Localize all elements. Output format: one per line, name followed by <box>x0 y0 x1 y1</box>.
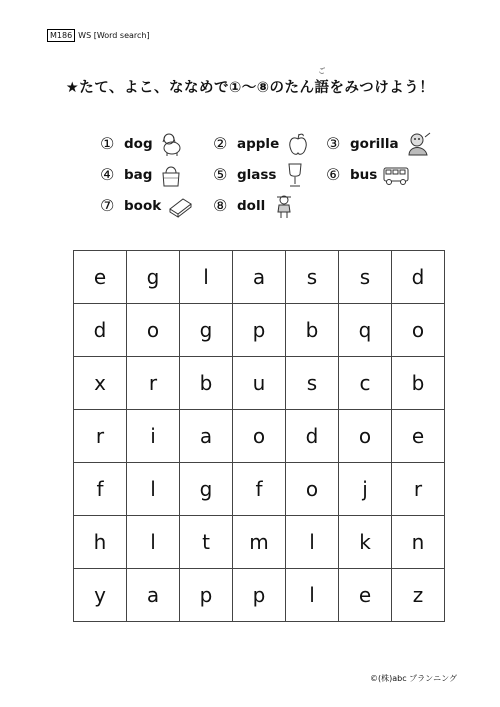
grid-cell[interactable]: e <box>392 410 445 463</box>
word-label: bus <box>350 166 378 183</box>
grid-cell[interactable]: r <box>127 357 180 410</box>
grid-cell[interactable]: q <box>339 304 392 357</box>
ruby-word <box>314 67 330 97</box>
grid-cell[interactable]: a <box>127 569 180 622</box>
worksheet-header <box>47 29 150 42</box>
word-number: ① <box>100 134 115 153</box>
grid-cell[interactable]: h <box>74 516 127 569</box>
worksheet-label: WS [Word search] <box>78 31 150 40</box>
word-item <box>326 162 439 188</box>
gorilla-icon <box>405 131 431 157</box>
grid-cell[interactable]: z <box>392 569 445 622</box>
grid-row <box>74 516 445 569</box>
bag-icon <box>158 162 184 188</box>
grid-row <box>74 357 445 410</box>
grid-cell[interactable]: d <box>392 251 445 304</box>
book-icon <box>167 193 193 219</box>
grid-cell[interactable]: o <box>339 410 392 463</box>
grid-cell[interactable]: o <box>286 463 339 516</box>
grid-cell[interactable]: s <box>286 251 339 304</box>
bus-icon <box>383 162 409 188</box>
grid-cell[interactable]: p <box>233 304 286 357</box>
grid-cell[interactable]: n <box>392 516 445 569</box>
grid-cell[interactable]: d <box>286 410 339 463</box>
grid-cell[interactable]: b <box>180 357 233 410</box>
grid-cell[interactable]: s <box>286 357 339 410</box>
grid-cell[interactable]: x <box>74 357 127 410</box>
grid-cell[interactable]: a <box>233 251 286 304</box>
grid-cell[interactable]: l <box>286 516 339 569</box>
grid-cell[interactable]: g <box>180 463 233 516</box>
grid-cell[interactable]: m <box>233 516 286 569</box>
word-item <box>213 193 326 219</box>
glass-icon <box>282 162 308 188</box>
word-search-grid <box>73 250 445 622</box>
grid-cell[interactable]: f <box>233 463 286 516</box>
grid-cell[interactable]: e <box>339 569 392 622</box>
ruby-base: 語 <box>314 80 330 96</box>
grid-cell[interactable]: r <box>392 463 445 516</box>
word-number: ⑤ <box>213 165 228 184</box>
dog-icon <box>159 131 185 157</box>
word-item <box>100 162 213 188</box>
grid-cell[interactable]: u <box>233 357 286 410</box>
word-number: ④ <box>100 165 115 184</box>
grid-cell[interactable]: s <box>339 251 392 304</box>
grid-cell[interactable]: l <box>286 569 339 622</box>
grid-cell[interactable]: y <box>74 569 127 622</box>
grid-cell[interactable]: l <box>180 251 233 304</box>
apple-icon <box>285 131 311 157</box>
word-number: ③ <box>326 134 341 153</box>
grid-row <box>74 410 445 463</box>
grid-cell[interactable]: b <box>286 304 339 357</box>
grid-cell[interactable]: p <box>180 569 233 622</box>
grid-row <box>74 569 445 622</box>
word-label: apple <box>237 135 280 152</box>
grid-cell[interactable]: g <box>180 304 233 357</box>
grid-cell[interactable]: c <box>339 357 392 410</box>
grid-cell[interactable]: o <box>127 304 180 357</box>
grid-cell[interactable]: g <box>127 251 180 304</box>
word-item <box>100 131 213 157</box>
grid-cell[interactable]: l <box>127 516 180 569</box>
word-number: ⑥ <box>326 165 341 184</box>
instruction-title <box>0 67 500 97</box>
word-item <box>100 193 213 219</box>
grid-cell[interactable]: t <box>180 516 233 569</box>
word-label: bag <box>124 166 153 183</box>
word-item <box>213 162 326 188</box>
grid-cell[interactable]: a <box>180 410 233 463</box>
grid-cell[interactable]: f <box>74 463 127 516</box>
grid-row <box>74 251 445 304</box>
word-number: ⑧ <box>213 196 228 215</box>
grid-cell[interactable]: r <box>74 410 127 463</box>
word-label: dog <box>124 135 153 152</box>
title-text-2: をみつけよう！ <box>329 80 435 96</box>
grid-cell[interactable]: b <box>392 357 445 410</box>
ruby-reading: ご <box>318 67 326 75</box>
grid-cell[interactable]: o <box>392 304 445 357</box>
grid-cell[interactable]: j <box>339 463 392 516</box>
grid-row <box>74 463 445 516</box>
worksheet-code: M186 <box>47 29 75 42</box>
grid-cell[interactable]: i <box>127 410 180 463</box>
word-item <box>326 131 439 157</box>
grid-cell[interactable]: l <box>127 463 180 516</box>
word-list <box>100 128 440 221</box>
word-number: ② <box>213 134 228 153</box>
word-label: doll <box>237 197 266 214</box>
word-label: gorilla <box>350 135 399 152</box>
grid-cell[interactable]: e <box>74 251 127 304</box>
word-item <box>213 131 326 157</box>
grid-cell[interactable]: k <box>339 516 392 569</box>
copyright: ©(株)abc プランニング <box>370 674 458 683</box>
word-number: ⑦ <box>100 196 115 215</box>
doll-icon <box>271 193 297 219</box>
grid-cell[interactable]: p <box>233 569 286 622</box>
title-text-1: ★たて、よこ、ななめで①～⑧のたん <box>65 80 315 96</box>
grid-row <box>74 304 445 357</box>
grid-cell[interactable]: d <box>74 304 127 357</box>
grid-cell[interactable]: o <box>233 410 286 463</box>
word-label: glass <box>237 166 277 183</box>
word-label: book <box>124 197 162 214</box>
